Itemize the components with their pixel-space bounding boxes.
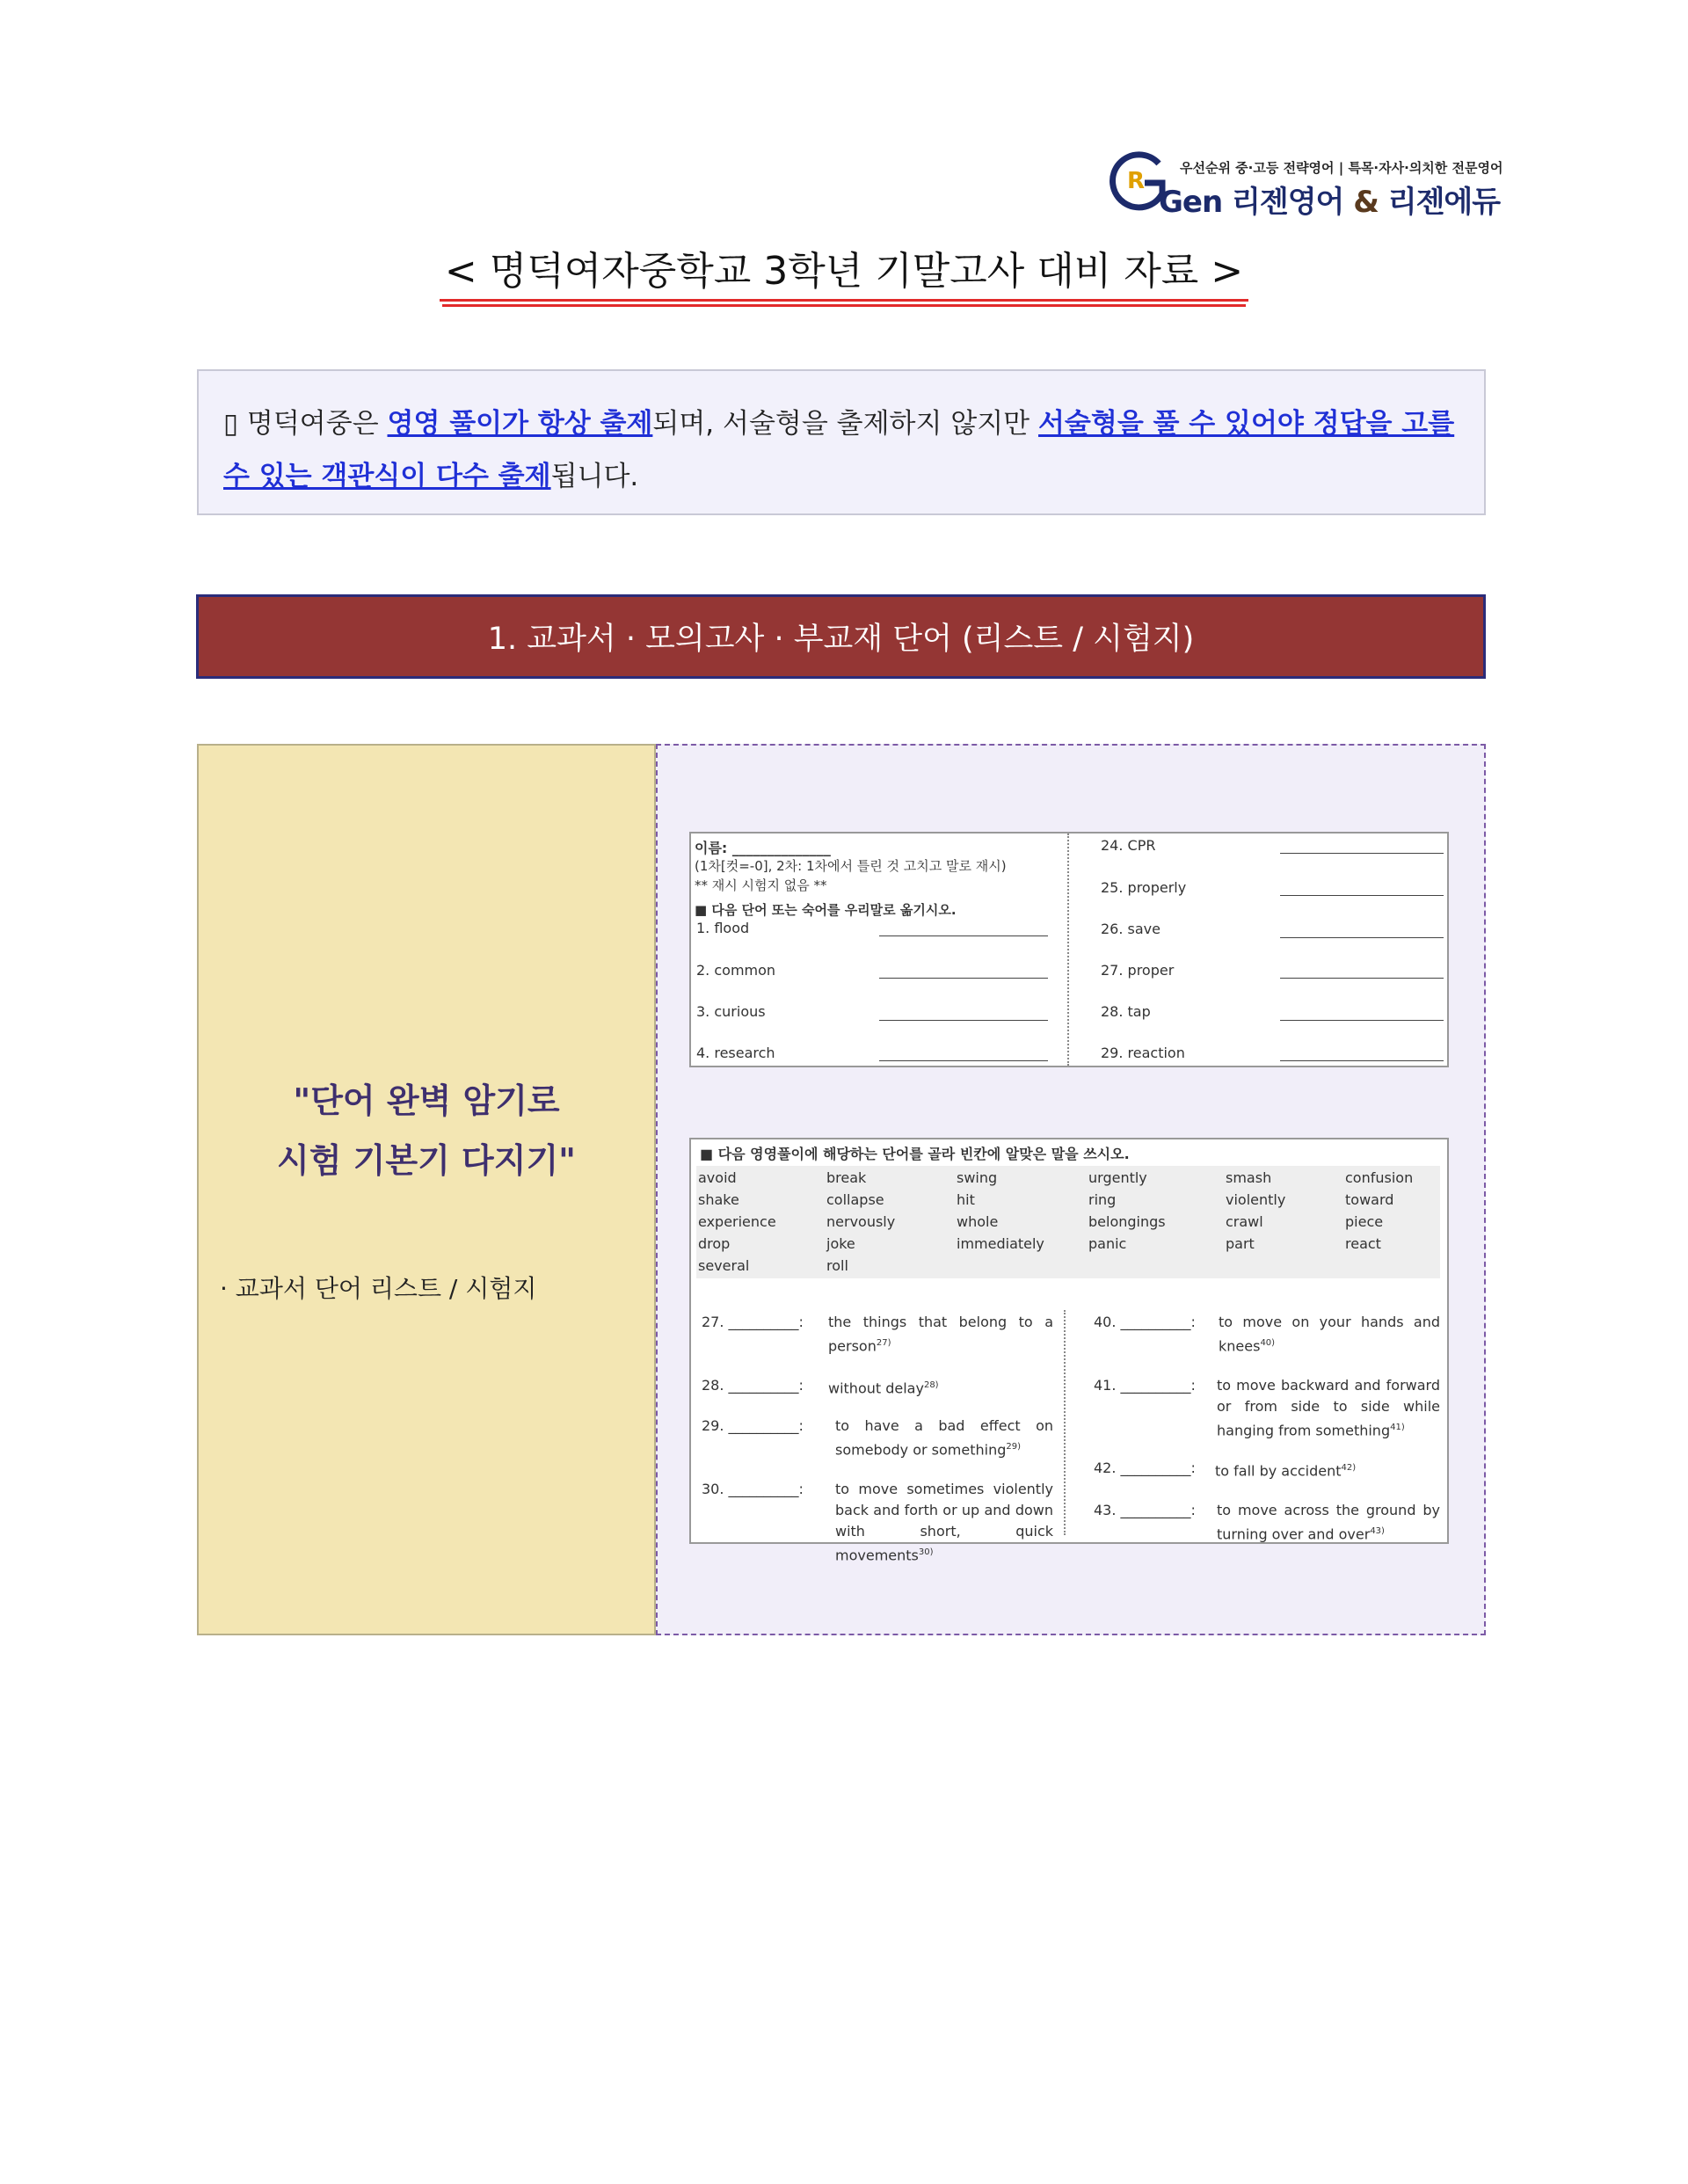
word-bank-word: avoid	[698, 1169, 737, 1186]
word-bank-word: hit	[957, 1191, 975, 1208]
worksheet1-right-column	[1067, 834, 1451, 1066]
word-bank-word: belongings	[1088, 1213, 1166, 1230]
worksheet2-divider	[1064, 1310, 1066, 1535]
answer-blank[interactable]	[1280, 978, 1444, 979]
word-bank-word: toward	[1345, 1191, 1394, 1208]
word-bank-word: immediately	[957, 1235, 1044, 1252]
question-definition: to move on your hands and knees$^{40)}$	[1219, 1314, 1440, 1355]
word-bank-word: react	[1345, 1235, 1381, 1252]
word-bank-word: crawl	[1226, 1213, 1263, 1230]
word-bank-word: part	[1226, 1235, 1255, 1252]
word-bank-word: swing	[957, 1169, 998, 1186]
logo-brand-sub: 리젠에듀	[1387, 185, 1501, 220]
word-bank-word: experience	[698, 1213, 776, 1230]
word-bank-word: violently	[1226, 1191, 1286, 1208]
definition-question	[702, 1375, 1057, 1398]
worksheet2-instruction: ■ 다음 영영풀이에 해당하는 단어를 골라 빈칸에 알맞은 말을 쓰시오.	[700, 1146, 1130, 1162]
notice-text-1: 명덕여중은	[238, 408, 388, 440]
vocab-item: 4. research	[696, 1045, 775, 1061]
notice-bullet-icon: ▯	[223, 408, 239, 440]
question-number[interactable]: 28. __________:	[702, 1377, 804, 1394]
question-number[interactable]: 41. __________:	[1094, 1377, 1196, 1394]
answer-blank[interactable]	[1280, 937, 1444, 938]
notice-highlight-1: 영영 풀이가 항상 출제	[387, 408, 653, 440]
definition-question	[702, 1479, 1057, 1564]
svg-text:R: R	[1127, 168, 1146, 194]
question-definition: to move backward and forward or from side to side while hanging from something$^{41)}$	[1217, 1377, 1440, 1439]
question-number[interactable]: 30. __________:	[702, 1481, 804, 1497]
answer-blank[interactable]	[1280, 853, 1444, 854]
notice-text-3: 됩니다.	[550, 461, 639, 492]
word-bank-word: confusion	[1345, 1169, 1414, 1186]
logo-brand	[1159, 178, 1500, 221]
word-bank-word: drop	[698, 1235, 731, 1252]
left-panel-bullet: · 교과서 단어 리스트 / 시험지	[220, 1274, 537, 1303]
word-bank-word: piece	[1345, 1213, 1384, 1230]
page-title	[0, 239, 1688, 295]
question-number[interactable]: 29. __________:	[702, 1417, 804, 1434]
quote-line-2: 시험 기본기 다지기"	[277, 1141, 576, 1180]
question-number[interactable]: 42. __________:	[1094, 1460, 1196, 1476]
word-bank-word: collapse	[826, 1191, 884, 1208]
word-bank-word: break	[826, 1169, 867, 1186]
vocab-worksheet-2	[689, 1138, 1449, 1564]
question-definition: the things that belong to a person$^{27)}$	[828, 1314, 1053, 1355]
worksheet1-instruction: ■ 다음 단어 또는 숙어를 우리말로 옮기시오.	[695, 902, 957, 918]
question-definition: to move sometimes violently back and forth or up and down with short, quick movements$^{30)}$	[835, 1481, 1053, 1564]
notice-text-2: 되며, 서술형을 출제하지 않지만	[652, 408, 1038, 440]
word-bank-word: several	[698, 1257, 750, 1274]
vocab-item: 25. properly	[1101, 879, 1187, 896]
definition-question	[1094, 1500, 1442, 1544]
answer-blank[interactable]	[1280, 1020, 1444, 1021]
vocab-item: 24. CPR	[1101, 837, 1156, 854]
question-definition: without delay$^{28)}$	[828, 1380, 939, 1397]
name-label: 이름: ______________	[695, 840, 831, 856]
quote	[199, 1071, 654, 1190]
left-panel	[197, 744, 656, 1635]
vocab-item: 28. tap	[1101, 1003, 1151, 1020]
word-bank-word: panic	[1088, 1235, 1127, 1252]
word-bank-word: nervously	[826, 1213, 896, 1230]
page-title-text: < 명덕여자중학교 3학년 기말고사 대비 자료 >	[440, 249, 1248, 302]
vocab-item: 3. curious	[696, 1003, 766, 1020]
vocab-item: 29. reaction	[1101, 1045, 1185, 1061]
answer-blank[interactable]	[1280, 1060, 1444, 1061]
answer-blank[interactable]	[879, 1060, 1048, 1061]
definition-question	[702, 1312, 1057, 1356]
word-bank-word: whole	[957, 1213, 999, 1230]
question-number[interactable]: 40. __________:	[1094, 1314, 1196, 1330]
question-number[interactable]: 27. __________:	[702, 1314, 804, 1330]
brand-logo	[1110, 148, 1503, 220]
quote-line-1: "단어 완벽 암기로	[293, 1081, 560, 1120]
answer-blank[interactable]	[879, 1020, 1048, 1021]
question-definition: to fall by accident$^{42)}$	[1215, 1462, 1357, 1480]
worksheet1-note-2: ** 재시 시험지 없음 **	[695, 877, 827, 893]
vocab-item: 1. flood	[696, 920, 750, 936]
vocab-worksheet-1	[689, 832, 1449, 1067]
vocab-item: 27. proper	[1101, 962, 1175, 979]
definition-question	[1094, 1458, 1442, 1481]
word-bank-word: smash	[1226, 1169, 1272, 1186]
word-bank-word: joke	[826, 1235, 855, 1252]
word-bank-word: urgently	[1088, 1169, 1147, 1186]
vocab-item: 26. save	[1101, 921, 1160, 937]
definition-question	[1094, 1375, 1442, 1438]
answer-blank[interactable]	[879, 978, 1048, 979]
word-bank-word: shake	[698, 1191, 739, 1208]
logo-tagline: 우선순위 중·고등 전략영어 | 특목·자사·의치한 전문영어	[1180, 160, 1503, 176]
answer-blank[interactable]	[1280, 895, 1444, 896]
worksheet1-note-1: (1차[컷=-0], 2차: 1차에서 틀린 것 고치고 말로 재시)	[695, 858, 1007, 874]
notice-highlight-2: 서술형을 풀 수 있어야 정답을 고를 수 있는 객관식이 다수 출제	[223, 408, 1455, 492]
question-definition: to have a bad effect on somebody or something$^{29)}$	[835, 1417, 1053, 1459]
section-header	[196, 594, 1486, 679]
logo-brand-amp: &	[1353, 185, 1379, 220]
question-number[interactable]: 43. __________:	[1094, 1502, 1196, 1518]
answer-blank[interactable]	[879, 935, 1048, 936]
definition-question	[1094, 1312, 1442, 1356]
question-definition: to move across the ground by turning over and over$^{43)}$	[1217, 1502, 1440, 1543]
vocab-item: 2. common	[696, 962, 776, 979]
definition-question	[702, 1416, 1057, 1460]
logo-brand-main: Gen 리젠영어	[1159, 185, 1344, 220]
word-bank-word: roll	[826, 1257, 848, 1274]
notice-box	[197, 369, 1486, 515]
worksheet1-left-column	[691, 834, 1067, 1066]
word-bank-word: ring	[1088, 1191, 1117, 1208]
word-bank	[696, 1166, 1440, 1278]
section-title: 1. 교과서 · 모의고사 · 부교재 단어 (리스트 / 시험지)	[487, 622, 1195, 657]
